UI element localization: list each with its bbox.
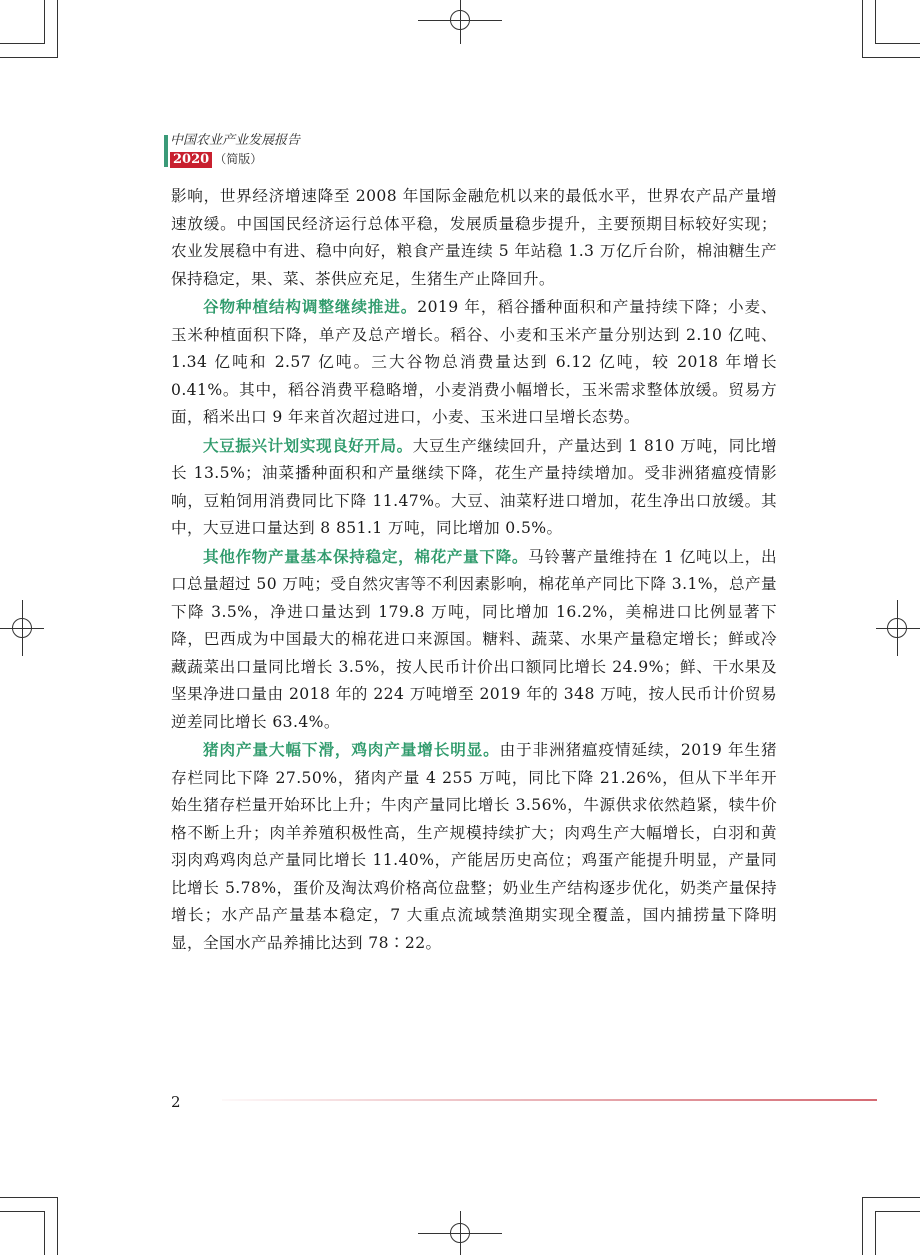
section-body: 马铃薯产量维持在 1 亿吨以上，出口总量超过 50 万吨；受自然灾害等不利因素影响，棉花单产同比下降 3.1%，总产量下降 3.5%，净进口量达到 179.8 万吨，同比增加 16.2%，美棉进口比例显著下降，巴西成为中国最大的棉花进口来源国。糖料、蔬菜、水果产量稳定增长；鲜或冷藏蔬菜出口量同比增长 3.5%，按人民币计价出口额同比增长 24.9%；鲜、干水果及坚果净进口量由 2018 年的 224 万吨增至 2019 年的 348 万吨，按人民币计价贸易逆差同比增长 63.4%。 [171, 547, 777, 731]
section-body: 大豆生产继续回升，产量达到 1 810 万吨，同比增长 13.5%；油菜播种面积和产量继续下降，花生产量持续增加。受非洲猪瘟疫情影响，豆粕饲用消费同比下降 11.47%。大豆、油菜籽进口增加，花生净出口放缓。其中，大豆进口量达到 8 851.1 万吨，同比增加 0.5%。 [171, 436, 777, 537]
section-paragraph [171, 736, 777, 957]
crop-mark [44, 1211, 45, 1255]
section-paragraph [171, 293, 777, 432]
section-heading: 大豆振兴计划实现良好开局。 [203, 435, 413, 455]
page-number: 2 [171, 1093, 181, 1111]
edition-label: （简版） [214, 152, 263, 166]
crop-mark [0, 57, 58, 58]
section-paragraph [171, 543, 777, 737]
section-heading: 谷物种植结构调整继续推进。 [203, 297, 418, 316]
intro-paragraph: 影响，世界经济增速降至 2008 年国际金融危机以来的最低水平，世界农产品产量增速放缓。中国国民经济运行总体平稳，发展质量稳步提升，主要预期目标较好实现；农业发展稳中有进、稳中向好，粮食产量连续 5 年站稳 1.3 万亿斤台阶，棉油糖生产保持稳定，果、菜、茶供应充足，生猪生产止降回升。 [171, 187, 777, 288]
header-accent-bar [164, 135, 168, 167]
registration-circle [450, 10, 470, 30]
crop-mark [44, 0, 45, 44]
crop-mark [876, 43, 920, 44]
registration-circle [887, 618, 907, 638]
year-badge: 2020 [170, 152, 212, 168]
crop-mark [875, 1211, 876, 1255]
section-heading: 猪肉产量大幅下滑，鸡肉产量增长明显。 [203, 740, 500, 759]
page-body [171, 183, 777, 957]
running-header [170, 133, 300, 168]
crop-mark [862, 1197, 920, 1198]
section-body: 由于非洲猪瘟疫情延续，2019 年生猪存栏同比下降 27.50%，猪肉产量 4 255 万吨，同比下降 21.26%，但从下半年开始生猪存栏量开始环比上升；牛肉产量同比增长 3.56%，牛源供求依然趋紧，犊牛价格不断上升；肉羊养殖积极性高，生产规模持续扩大；肉鸡生产大幅增长，白羽和黄羽肉鸡鸡肉总产量同比增长 11.40%，产能居历史高位；鸡蛋产能提升明显，产量同比增长 5.78%，蛋价及淘汰鸡价格高位盘整；奶业生产结构逐步优化，奶类产量保持增长；水产品产量基本稳定，7 大重点流域禁渔期实现全覆盖，国内捕捞量下降明显，全国水产品养捕比达到 78∶22。 [171, 741, 777, 952]
crop-mark [0, 1211, 44, 1212]
report-title: 中国农业产业发展报告 [170, 133, 301, 148]
crop-mark [0, 1197, 58, 1198]
section-body: 2019 年，稻谷播种面积和产量持续下降；小麦、玉米种植面积下降，单产及总产增长。稻谷、小麦和玉米产量分别达到 2.10 亿吨、1.34 亿吨和 2.57 亿吨。三大谷物总消费量达到 6.12 亿吨，较 2018 年增长 0.41%。其中，稻谷消费平稳略增，小麦消费小幅增长，玉米需求整体放缓。贸易方面，稻米出口 9 年来首次超过进口，小麦、玉米进口呈增长态势。 [171, 298, 778, 426]
section-heading: 其他作物产量基本保持稳定，棉花产量下降。 [203, 546, 529, 566]
crop-mark [876, 1211, 920, 1212]
crop-mark [57, 0, 58, 58]
crop-mark [57, 1197, 58, 1255]
section-paragraph [171, 432, 777, 543]
registration-circle [12, 618, 32, 638]
registration-circle [450, 1223, 470, 1243]
crop-mark [0, 43, 44, 44]
report-edition-line [170, 150, 300, 168]
crop-mark [862, 1197, 863, 1255]
crop-mark [862, 57, 920, 58]
footer-divider [222, 1099, 877, 1101]
crop-mark [862, 0, 863, 58]
crop-mark [875, 0, 876, 44]
